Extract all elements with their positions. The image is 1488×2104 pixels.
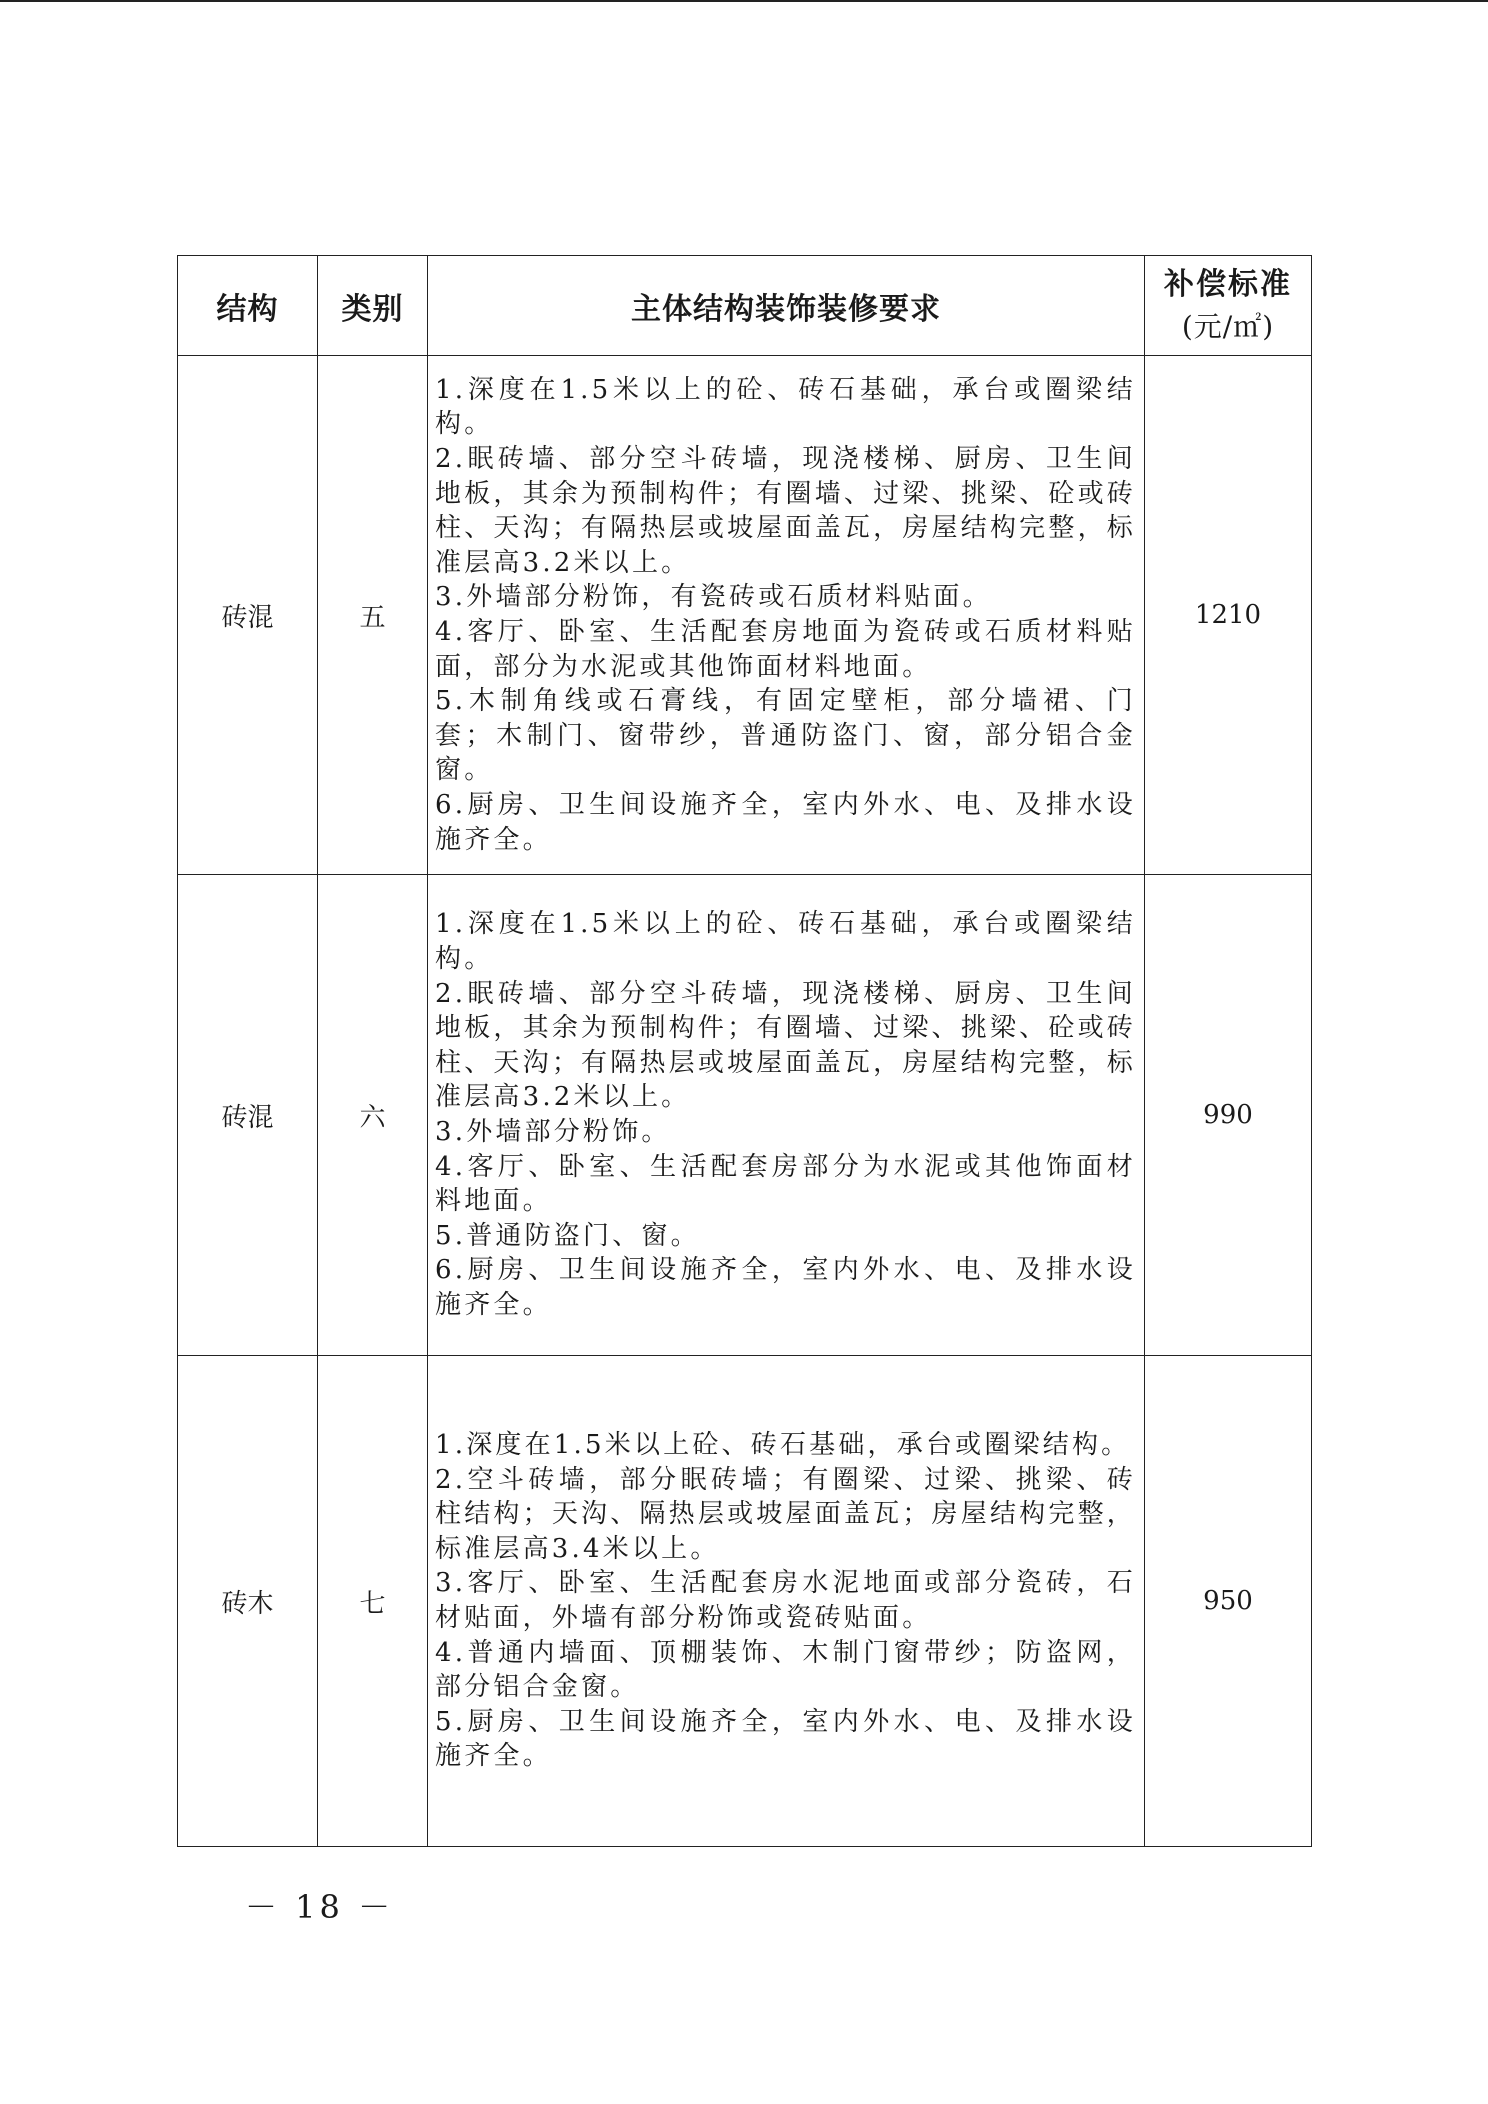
header-compensation-title: 补偿标准 xyxy=(1164,266,1292,302)
header-compensation-unit: (元/㎡) xyxy=(1181,309,1275,343)
page-top-edge xyxy=(0,0,1488,2)
requirement-item: 2.眠砖墙、部分空斗砖墙，现浇楼梯、厨房、卫生间地板，其余为预制构件；有圈墙、过梁、挑梁、砼或砖柱、天沟；有隔热层或坡屋面盖瓦，房屋结构完整，标准层高3.2米以上。 xyxy=(435,978,1136,1113)
requirement-item: 4.客厅、卧室、生活配套房地面为瓷砖或石质材料贴面，部分为水泥或其他饰面材料地面。 xyxy=(435,617,1136,682)
compensation-standards-table xyxy=(177,255,1312,1847)
row-compensation: 950 xyxy=(1145,1356,1312,1847)
requirement-item: 6.厨房、卫生间设施齐全，室内外水、电、及排水设施齐全。 xyxy=(435,789,1136,855)
row-requirements xyxy=(428,1356,1145,1847)
row-compensation: 990 xyxy=(1145,875,1312,1356)
requirement-item: 6.厨房、卫生间设施齐全，室内外水、电、及排水设施齐全。 xyxy=(435,1255,1136,1320)
requirement-item: 3.外墙部分粉饰，有瓷砖或石质材料贴面。 xyxy=(435,582,992,613)
row-requirements xyxy=(428,356,1145,875)
requirement-item: 5.木制角线或石膏线，有固定壁柜，部分墙裙、门套；木制门、窗带纱，普通防盗门、窗，部分铝合金窗。 xyxy=(435,686,1136,786)
table-header-row xyxy=(178,256,1312,356)
header-structure: 结构 xyxy=(178,256,318,356)
row-requirements xyxy=(428,875,1145,1356)
table-row xyxy=(178,356,1312,875)
header-category: 类别 xyxy=(318,256,428,356)
row-category: 七 xyxy=(318,1356,428,1847)
row-compensation: 1210 xyxy=(1145,356,1312,875)
header-compensation xyxy=(1145,256,1312,356)
requirement-item: 4.客厅、卧室、生活配套房部分为水泥或其他饰面材料地面。 xyxy=(435,1151,1136,1217)
table-row xyxy=(178,875,1312,1356)
requirement-item: 3.客厅、卧室、生活配套房水泥地面或部分瓷砖，石材贴面，外墙有部分粉饰或瓷砖贴面。 xyxy=(435,1568,1136,1633)
row-structure: 砖木 xyxy=(178,1356,318,1847)
row-structure: 砖混 xyxy=(178,356,318,875)
row-structure: 砖混 xyxy=(178,875,318,1356)
requirement-item: 2.空斗砖墙，部分眠砖墙；有圈梁、过梁、挑梁、砖柱结构；天沟、隔热层或坡屋面盖瓦；房屋结构完整，标准层高3.4米以上。 xyxy=(435,1464,1136,1564)
requirement-item: 1.深度在1.5米以上砼、砖石基础，承台或圈梁结构。 xyxy=(435,1430,1131,1461)
header-requirements: 主体结构装饰装修要求 xyxy=(428,256,1145,356)
requirement-item: 1.深度在1.5米以上的砼、砖石基础，承台或圈梁结构。 xyxy=(435,909,1136,975)
requirement-item: 2.眠砖墙、部分空斗砖墙，现浇楼梯、厨房、卫生间地板，其余为预制构件；有圈墙、过梁、挑梁、砼或砖柱、天沟；有隔热层或坡屋面盖瓦，房屋结构完整，标准层高3.2米以上。 xyxy=(435,444,1136,578)
requirement-item: 5.普通防盗门、窗。 xyxy=(435,1220,700,1251)
row-category: 六 xyxy=(318,875,428,1356)
row-category: 五 xyxy=(318,356,428,875)
requirement-item: 4.普通内墙面、顶棚装饰、木制门窗带纱；防盗网，部分铝合金窗。 xyxy=(435,1637,1136,1703)
requirement-item: 5.厨房、卫生间设施齐全，室内外水、电、及排水设施齐全。 xyxy=(435,1706,1136,1772)
requirement-item: 3.外墙部分粉饰。 xyxy=(435,1117,671,1147)
page-number: － 18 － xyxy=(245,1888,395,1926)
requirement-item: 1.深度在1.5米以上的砼、砖石基础，承台或圈梁结构。 xyxy=(435,374,1136,440)
table-row xyxy=(178,1356,1312,1847)
